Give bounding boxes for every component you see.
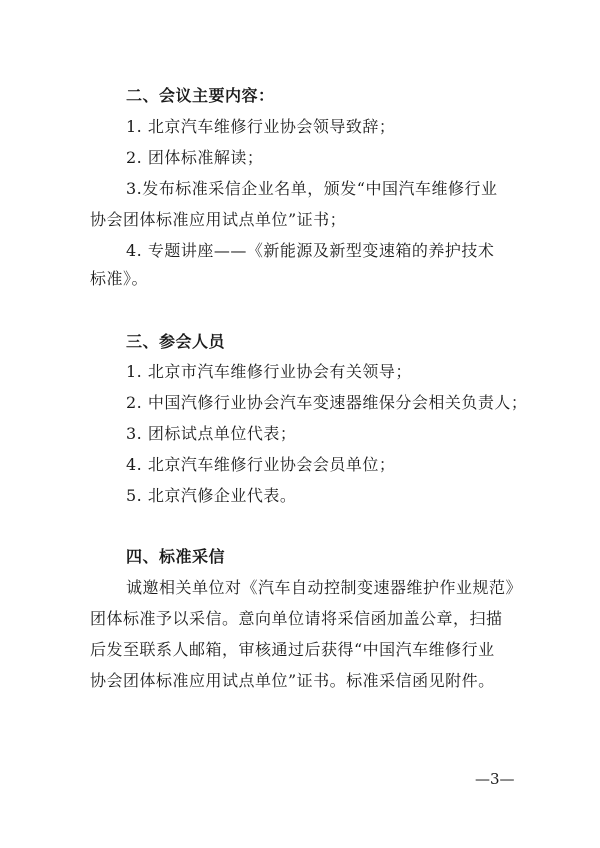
section-3-item-4: 4. 北京汽车维修行业协会会员单位； [126,455,396,474]
section-3-heading: 三、参会人员 [126,332,226,351]
section-3-item-5: 5. 北京汽修企业代表。 [126,486,297,505]
section-3-item-1: 1. 北京市汽车维修行业协会有关领导； [126,362,412,381]
section-2-item-3-cont: 协会团体标准应用试点单位”证书； [90,210,347,229]
section-2-item-1: 1. 北京汽车维修行业协会领导致辞； [126,117,396,136]
section-4-heading: 四、标准采信 [126,547,226,566]
page-number: —3— [475,770,515,788]
section-4-paragraph-line-3: 后发至联系人邮箱，审核通过后获得“中国汽车维修行业 [90,640,495,659]
section-3-item-2: 2. 中国汽修行业协会汽车变速器维保分会相关负责人； [126,393,528,412]
section-4-paragraph-line-4: 协会团体标准应用试点单位”证书。标准采信函见附件。 [90,671,495,690]
section-2-heading: 二、会议主要内容： [126,86,275,105]
section-2-item-4: 4. 专题讲座——《新能源及新型变速箱的养护技术 [126,241,495,260]
section-4-paragraph-line-1: 诚邀相关单位对《汽车自动控制变速器维护作业规范》 [126,578,523,597]
section-2-item-3: 3.发布标准采信企业名单，颁发“中国汽车维修行业 [126,179,498,198]
section-4-paragraph-line-2: 团体标准予以采信。意向单位请将采信函加盖公章，扫描 [90,609,503,628]
section-3-item-3: 3. 团标试点单位代表； [126,424,297,443]
section-2-item-2: 2. 团体标准解读； [126,148,264,167]
section-2-item-4-cont: 标准》。 [90,269,149,288]
